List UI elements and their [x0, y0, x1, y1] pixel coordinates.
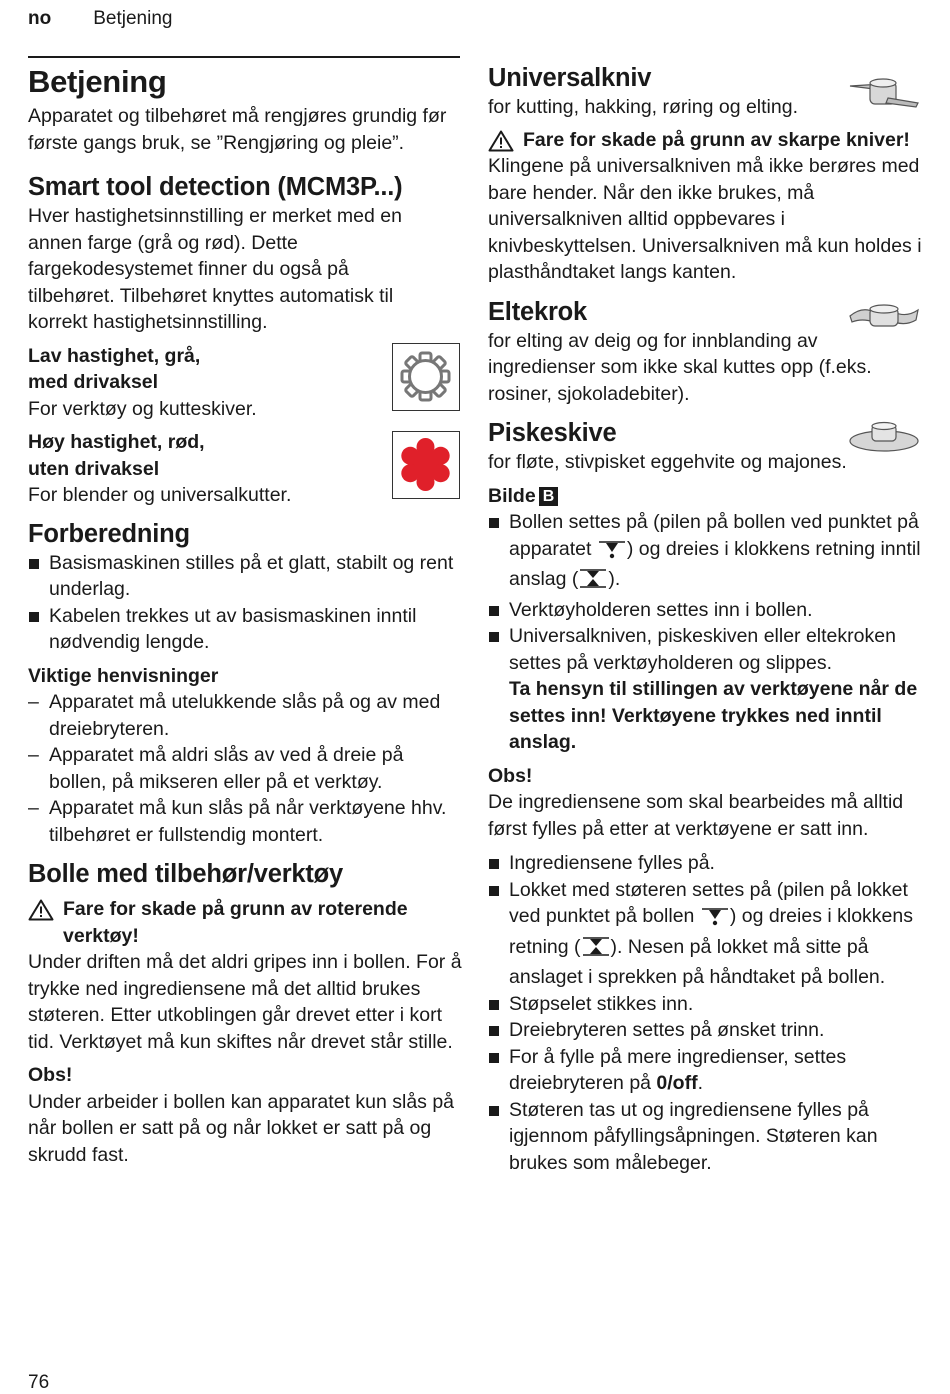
- step-emphasis: Ta hensyn til stillingen av verktøyene når de settes inn! Verktøyene trykkes ned inntil anslag.: [509, 678, 918, 753]
- list-item: – Apparatet må aldri slås av ved å dreie på bollen, på mikseren eller på et verktøy.: [28, 742, 466, 795]
- important-notes-list: [28, 689, 466, 848]
- rotating-tools-warning: [28, 896, 466, 949]
- high-speed-block: [28, 429, 466, 509]
- step-text: ). Nesen på lokket må sitte på anslaget i sprekken på håndtaket på bollen.: [509, 935, 886, 988]
- step-text: ) og dreies i klokkens retning (: [509, 905, 913, 958]
- right-column: [488, 62, 924, 1176]
- list-item: – Apparatet må kun slås på når verktøyene hhv. tilbehøret er fullstendig montert.: [28, 795, 466, 848]
- kneading-hook-icon: [848, 302, 920, 337]
- whisking-disc-heading: Piskeskive: [488, 419, 617, 447]
- red-flower-speed-icon: [392, 431, 460, 499]
- sharp-knives-text: Klingene på universalkniven må ikke berøres med bare hender. Når den ikke brukes, må universalkniven alltid oppbevares i knivbeskyttelsen. Universalkniven må kun holdes i plasthåndtaket langs kanten.: [488, 155, 922, 283]
- alignment-arrow-icon: [581, 935, 611, 965]
- step-text: Bollen settes på (pilen på bollen ved punktet på apparatet: [509, 511, 919, 560]
- whisking-disc-icon: [848, 421, 920, 458]
- list-item: [488, 1044, 924, 1097]
- list-item: Dreiebryteren settes på ønsket trinn.: [488, 1017, 924, 1044]
- bowl-heading: Bolle med tilbehør/verktøy: [28, 860, 344, 888]
- list-item: Støpselet stikkes inn.: [488, 991, 924, 1018]
- figure-letter: B: [539, 487, 559, 506]
- warning-text: Fare for skade på grunn av skarpe kniver!: [523, 128, 910, 151]
- running-title: Betjening: [93, 8, 173, 29]
- step-text: Lokket med støteren settes på (pilen på lokket ved punktet på bollen: [509, 878, 908, 927]
- intro-text: Apparatet og tilbehøret må rengjøres grundig før første gangs bruk, se ”Rengjøring og pleie”.: [28, 105, 447, 154]
- low-speed-title-line2: med drivaksel: [28, 371, 159, 393]
- list-item: Støteren tas ut og ingrediensene fylles på igjennom påfyllingsåpningen. Støteren kan brukes som målebeger.: [488, 1097, 924, 1177]
- step-text: .: [697, 1072, 704, 1094]
- left-column: [28, 62, 466, 1168]
- universal-knife-heading: Universalkniv: [488, 64, 652, 92]
- kneading-hook-heading: Eltekrok: [488, 297, 588, 326]
- hook-section: [488, 296, 924, 408]
- step-text: For å fylle på mere ingredienser, settes dreiebryteren på: [509, 1045, 847, 1094]
- high-speed-text: For blender og universalkutter.: [28, 484, 292, 506]
- universal-knife-icon: [848, 76, 920, 117]
- alignment-arrow-icon: [578, 567, 608, 597]
- page-number: 76: [28, 1372, 50, 1393]
- list-item: – Apparatet må utelukkende slås på og av med dreiebryteren.: [28, 689, 466, 742]
- header-rule: [28, 56, 460, 58]
- whisking-disc-text: for fløte, stivpisket eggehvite og majones.: [488, 451, 847, 473]
- whisk-section: [488, 417, 924, 476]
- low-speed-title-line1: Lav hastighet, grå,: [28, 344, 201, 367]
- figure-label: [488, 483, 924, 510]
- step-text: ) og dreies i klokkens retning inntil anslag (: [509, 537, 921, 590]
- low-speed-text: For verktøy og kutteskiver.: [28, 397, 257, 420]
- list-item: [488, 623, 924, 756]
- obs-text: De ingrediensene som skal bearbeides må alltid først fylles på etter at verktøyene er satt inn.: [488, 791, 904, 840]
- gray-gear-speed-icon: [392, 343, 460, 411]
- alignment-arrow-icon: [700, 904, 730, 934]
- kneading-hook-text: for elting av deig og for innblanding av ingredienser som ikke skal kuttes opp (f.eks. rosiner, sjokoladebiter).: [488, 329, 872, 405]
- warning-triangle-icon: [488, 130, 514, 160]
- list-item: [488, 509, 924, 597]
- universal-knife-text: for kutting, hakking, røring og elting.: [488, 96, 798, 118]
- step-emphasis: 0/off: [656, 1072, 698, 1094]
- list-item: Verktøyholderen settes inn i bollen.: [488, 597, 924, 624]
- step-text: Universalkniven, piskeskiven eller eltekroken settes på verktøyholderen og slippes.: [509, 625, 896, 674]
- important-notes-heading: Viktige henvisninger: [28, 664, 219, 687]
- knife-section: [488, 62, 924, 121]
- alignment-arrow-icon: [597, 537, 627, 567]
- preparation-list: [28, 550, 466, 656]
- language-code: no: [28, 8, 52, 29]
- smart-tool-text: Hver hastighetsinnstilling er merket med en annen farge (grå og rød). Dette fargekodesystemet finner du også på tilbehøret. Tilbehøret knyttes automatisk til korrekt hastighetsinnstilling.: [28, 205, 402, 333]
- step-text: ).: [608, 568, 621, 590]
- obs-label: Obs!: [488, 764, 533, 787]
- warning-triangle-icon: [28, 899, 54, 929]
- page-header: [28, 8, 172, 30]
- bowl-text: Under driften må det aldri gripes inn i bollen. For å trykke ned ingrediensene må det alltid brukes støteren. Etter utkoblingen går drevet etter i kort tid. Verktøyet må kun skiftes når drevet står stille.: [28, 951, 462, 1053]
- page-title: Betjening: [28, 64, 167, 99]
- list-item: Ingrediensene fylles på.: [488, 850, 924, 877]
- warning-text: Fare for skade på grunn av roterende verktøy!: [63, 898, 408, 947]
- obs-label: Obs!: [28, 1064, 73, 1086]
- high-speed-title-line2: uten drivaksel: [28, 457, 160, 480]
- smart-tool-heading: Smart tool detection (MCM3P...): [28, 173, 403, 201]
- usage-steps-list: [488, 850, 924, 1176]
- figure-label-text: Bilde: [488, 484, 536, 507]
- list-item: [488, 877, 924, 991]
- sharp-knives-warning: [488, 127, 924, 154]
- low-speed-block: [28, 343, 466, 423]
- list-item: Basismaskinen stilles på et glatt, stabilt og rent underlag.: [28, 550, 466, 603]
- obs-text: Under arbeider i bollen kan apparatet kun slås på når bollen er satt på og når lokket er satt på og skrudd fast.: [28, 1090, 455, 1166]
- figure-steps-list: [488, 509, 924, 756]
- high-speed-title-line1: Høy hastighet, rød,: [28, 431, 205, 453]
- list-item: Kabelen trekkes ut av basismaskinen inntil nødvendig lengde.: [28, 603, 466, 656]
- preparation-heading: Forberedning: [28, 519, 190, 548]
